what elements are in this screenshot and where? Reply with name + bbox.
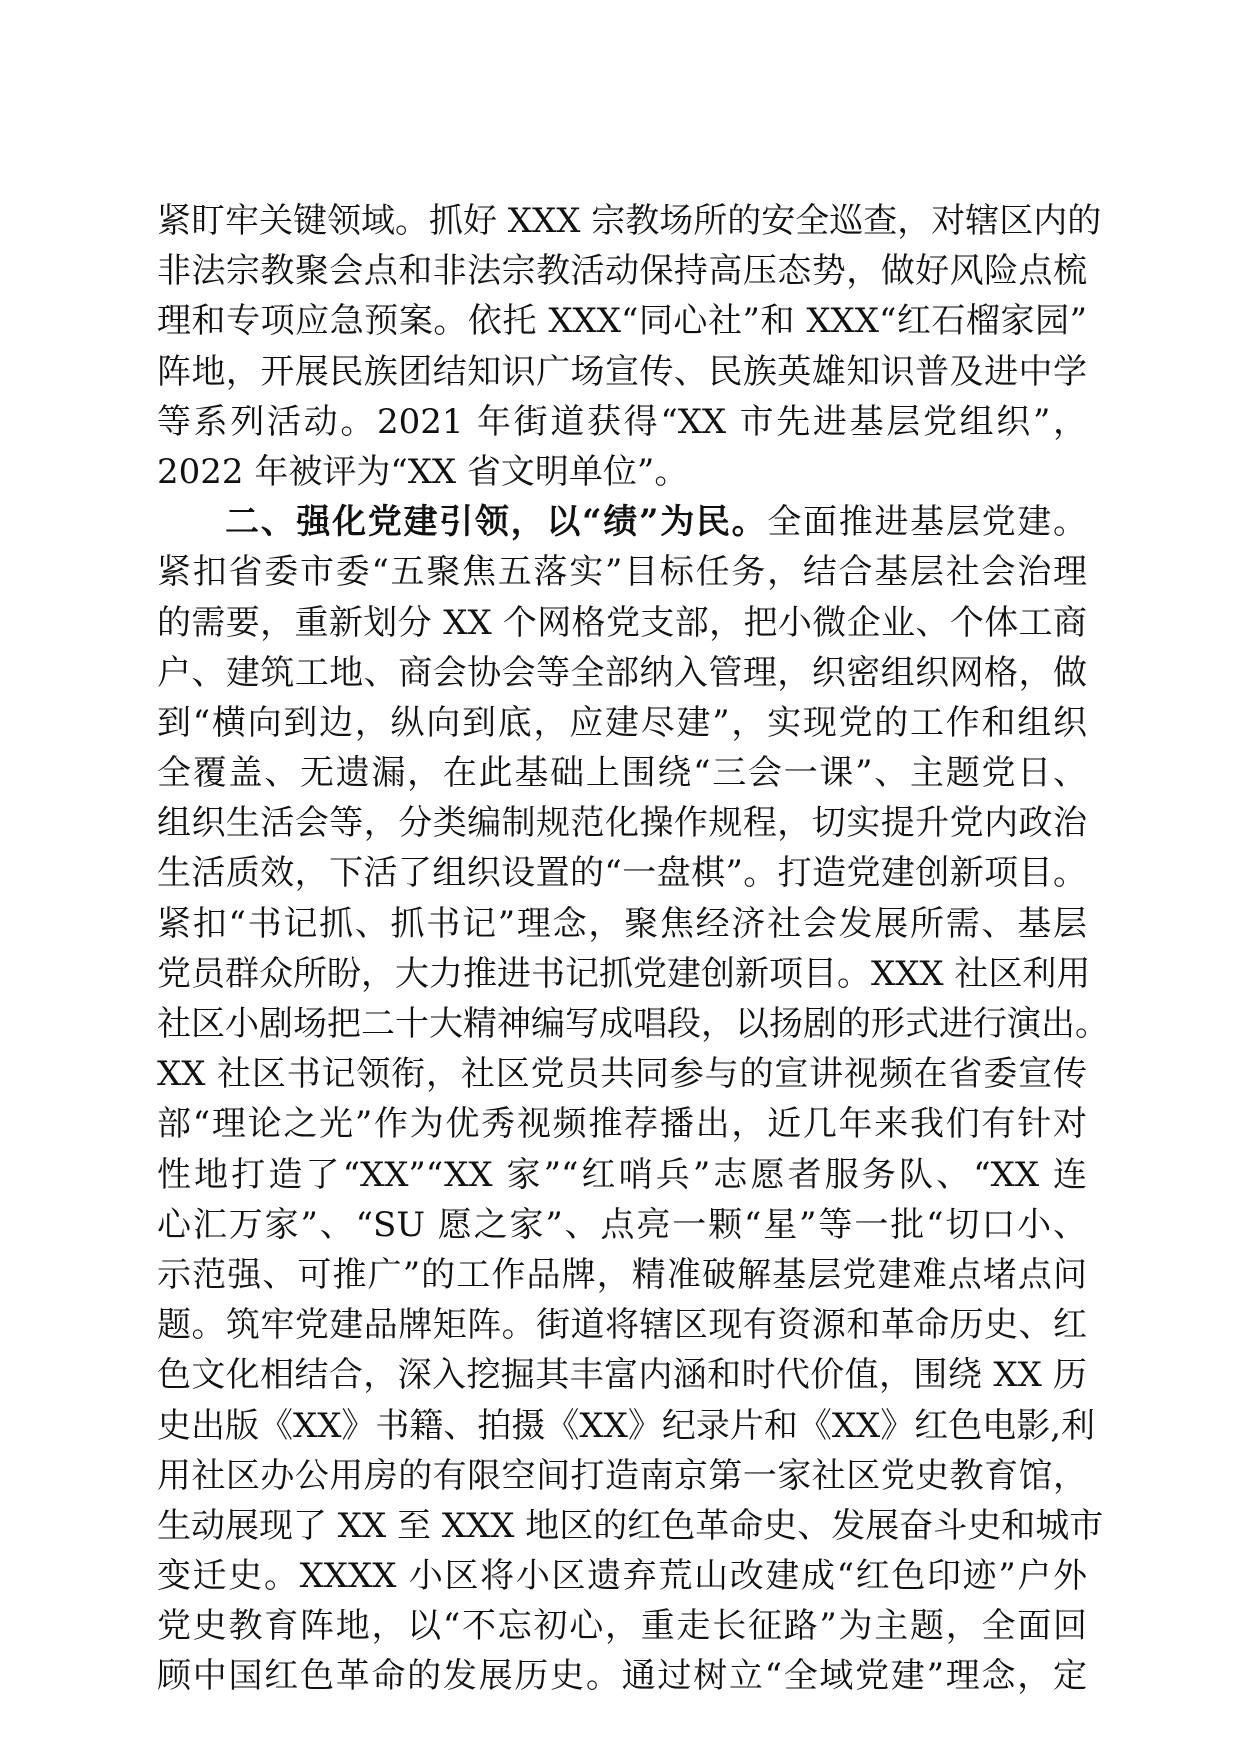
text-line: 色文化相结合，深入挖掘其丰富内涵和时代价值，围绕 XX 历 [157,1355,1087,1396]
text-line: 党史教育阵地，以“不忘初心，重走长征路”为主题，全面回 [157,1606,1087,1647]
section-heading-rest: 全面推进基层党建。 [767,502,1087,543]
text-line: 等系列活动。2021 年街道获得“XX 市先进基层党组织”， [157,401,1087,442]
document-body [157,196,1109,1702]
text-line: 示范强、可推广”的工作品牌，精准破解基层党建难点堵点问 [157,1254,1087,1295]
paragraph-section1-tail [157,196,1102,497]
text-line: 用社区办公用房的有限空间打造南京第一家社区党史教育馆， [157,1455,1087,1496]
text-line: XX 社区书记领衔，社区党员共同参与的宣讲视频在省委宣传 [157,1054,1087,1095]
text-line: 变迁史。XXXX 小区将小区遗弃荒山改建成“红色印迹”户外 [157,1556,1087,1597]
text-line: 的需要，重新划分 XX 个网格党支部，把小微企业、个体工商 [157,602,1087,643]
text-line: 史出版《XX》书籍、拍摄《XX》纪录片和《XX》红色电影,利 [157,1405,1096,1446]
text-line: 党员群众所盼，大力推进书记抓党建创新项目。XXX 社区利用 [157,953,1091,994]
text-line: 顾中国红色革命的发展历史。通过树立“全域党建”理念，定 [157,1656,1087,1697]
text-line: 性地打造了“XX”“XX 家”“红哨兵”志愿者服务队、“XX 连 [157,1154,1087,1195]
text-line: 题。筑牢党建品牌矩阵。街道将辖区现有资源和革命历史、红 [157,1305,1087,1346]
text-line: 生活质效，下活了组织设置的“一盘棋”。打造党建创新项目。 [157,853,1087,894]
text-line: 组织生活会等，分类编制规范化操作规程，切实提升党内政治 [157,803,1087,844]
text-line: 生动展现了 XX 至 XXX 地区的红色革命史、发展奋斗史和城市 [157,1505,1104,1546]
text-line: 紧盯牢关键领域。抓好 XXX 宗教场所的安全巡查，对辖区内的 [157,201,1102,241]
text-line: 非法宗教聚会点和非法宗教活动保持高压态势，做好风险点梳 [157,251,1087,292]
text-line: 紧扣省委市委“五聚焦五落实”目标任务，结合基层社会治理 [157,552,1087,593]
text-line: 心汇万家”、“SU 愿之家”、点亮一颗“星”等一批“切口小、 [157,1204,1087,1245]
text-line: 2022 年被评为“XX 省文明单位”。 [157,451,689,492]
text-line: 部“理论之光”作为优秀视频推荐播出，近几年来我们有针对 [157,1104,1087,1145]
section-heading: 二、强化党建引领，以“绩”为民。 [225,502,768,543]
text-line: 全覆盖、无遗漏，在此基础上围绕“三会一课”、主题党日、 [157,753,1087,794]
paragraph-section2 [157,497,1109,1702]
text-line: 紧扣“书记抓、抓书记”理念，聚焦经济社会发展所需、基层 [157,903,1087,944]
text-line: 户、建筑工地、商会协会等全部纳入管理，织密组织网格，做 [157,652,1087,693]
text-line: 社区小剧场把二十大精神编写成唱段，以扬剧的形式进行演出。 [157,1004,1109,1044]
text-line: 到“横向到边，纵向到底，应建尽建”，实现党的工作和组织 [157,702,1087,743]
text-line: 阵地，开展民族团结知识广场宣传、民族英雄知识普及进中学 [157,351,1087,392]
text-line: 理和专项应急预案。依托 XXX“同心社”和 XXX“红石榴家园” [157,301,1087,342]
section-heading-line [157,497,1087,547]
